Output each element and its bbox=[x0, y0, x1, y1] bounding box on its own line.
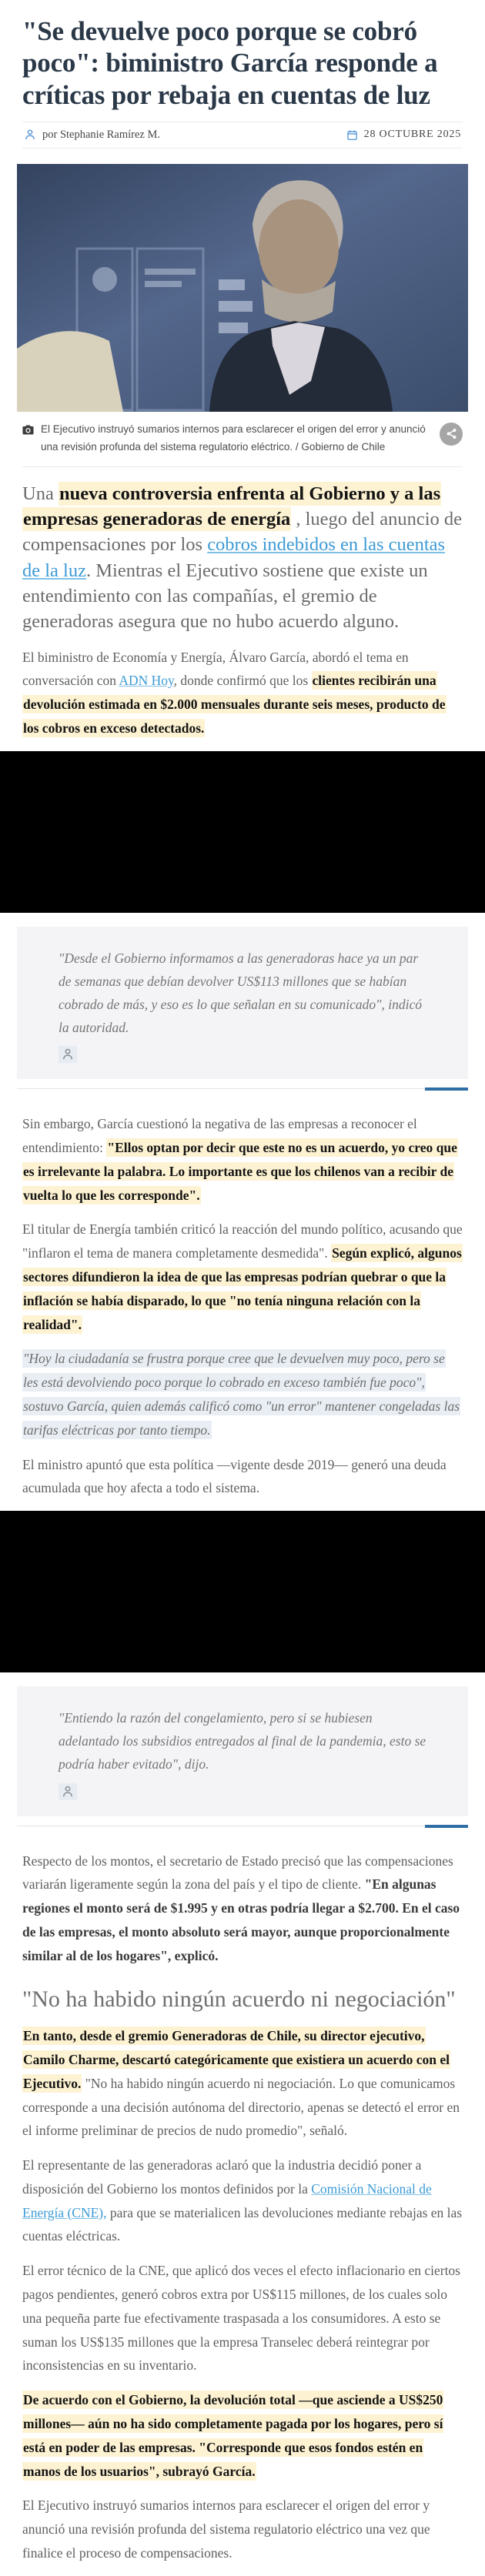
body-text: para que se materialicen las devoluciones mediante rebajas en las cuentas eléctricas. bbox=[22, 2204, 463, 2244]
article-paragraph bbox=[22, 2388, 463, 2483]
date-text: 28 OCTUBRE 2025 bbox=[363, 129, 461, 141]
pull-quote bbox=[22, 1347, 463, 1442]
body-text: El biministro de Economía y Energía, Álvaro García, abordó el tema en conversación con bbox=[22, 649, 409, 689]
quote-divider bbox=[17, 1088, 468, 1092]
person-icon bbox=[24, 129, 36, 141]
body-text: Sin embargo, García cuestionó la negativa de las empresas a reconocer el entendimiento: bbox=[22, 1116, 417, 1156]
quote-divider-accent bbox=[425, 1088, 468, 1091]
photo-caption: El Ejecutivo instruyó sumarios internos para esclarecer el origen del error y anunció una revisión profunda del sistema regulatorio eléctrico. / Gobierno de Chile bbox=[41, 423, 426, 453]
share-button[interactable] bbox=[440, 423, 463, 446]
bold-text: "En algunas regiones el monto será de $1.995 y en otras podría llegar a $2.700. En el caso de las empresas, el monto absoluto será mayor, aunque proporcionalmente similar al de los hogares", explicó. bbox=[22, 1876, 460, 1963]
author-byline[interactable] bbox=[24, 129, 160, 142]
body-text: El titular de Energía también criticó la reacción del mundo político, acusando que "inflaron el tema de manera completamente desmedida". bbox=[22, 1221, 463, 1261]
article-paragraph bbox=[22, 2259, 463, 2377]
body-text: "No ha habido ningún acuerdo ni negociación. Lo que comunicamos corresponde a una decisión autónoma del directorio, apenas se detectó el error en el informe preliminar de precios de nudo promedio", señaló. bbox=[22, 2075, 460, 2139]
byline-bar bbox=[22, 122, 463, 149]
quote-box bbox=[17, 927, 468, 1079]
highlighted-text: nueva controversia enfrenta al Gobierno y a las empresas generadoras de energía bbox=[23, 483, 441, 530]
quote-text bbox=[59, 1706, 434, 1776]
body-text: "Entiendo la razón del congelamiento, pero si se hubiesen adelantado los subsidios entregados al final de la pandemia, esto se podría haber evitado", dijo. bbox=[59, 1710, 426, 1772]
inline-link[interactable]: Comisión Nacional de Energía (CNE), bbox=[22, 2180, 432, 2220]
section-heading: "No ha habido ningún acuerdo ni negociación" bbox=[22, 1986, 456, 2012]
inline-link[interactable]: cobros indebidos en las cuentas de la luz bbox=[22, 534, 446, 581]
publish-date bbox=[346, 129, 461, 141]
article-paragraph bbox=[22, 1112, 463, 1207]
body-text: . Mientras el Ejecutivo sostiene que existe un entendimiento con las compañías, el gremio de generadoras asegura que no hubo acuerdo alguno. bbox=[22, 560, 428, 633]
highlighted-text: En tanto, desde el gremio Generadoras de Chile, su director ejecutivo, Camilo Charme, descartó categóricamente que existiera un acuerdo con el Ejecutivo. bbox=[23, 2028, 450, 2091]
highlighted-text: "Ellos optan por decir que este no es un acuerdo, yo creo que es irrelevante la palabra. Lo importante es que los chilenos van a recibir de vuelta lo que les corresponde". bbox=[23, 1140, 457, 1203]
blockquote-block bbox=[17, 1686, 468, 1829]
article-paragraph bbox=[22, 1849, 463, 1968]
inline-link[interactable]: ADN Hoy bbox=[119, 673, 174, 689]
photo-caption-bar bbox=[22, 421, 463, 467]
author-name: por Stephanie Ramírez M. bbox=[42, 128, 161, 141]
body-text: El error técnico de la CNE, que aplicó dos veces el efecto inflacionario en ciertos pagos pendientes, generó cobros extra por US$115 millones, de los cuales solo una pequeña parte fue efectivamente traspasada a los consumidores. A esto se suman los US$135 millones que la empresa Transelec deberá reintegrar por inconsistencias en su inventario. bbox=[22, 2263, 460, 2374]
article-paragraph bbox=[22, 2024, 463, 2143]
person-icon bbox=[59, 1783, 77, 1800]
blockquote-block bbox=[17, 927, 468, 1092]
body-text: Respecto de los montos, el secretario de Estado precisó que las compensaciones variarán ligeramente según la zona del país y el tipo de cliente. bbox=[22, 1853, 453, 1893]
article-paragraph bbox=[22, 646, 463, 740]
body-text: "Desde el Gobierno informamos a las generadoras hace ya un par de semanas que debían devolver US$113 millones que se habían cobrado de más, y eso es lo que señalan en su comunicado", indicó la autoridad. bbox=[59, 950, 422, 1036]
quote-box bbox=[17, 1686, 468, 1816]
media-embed[interactable] bbox=[0, 751, 485, 913]
article-body bbox=[22, 467, 463, 2565]
article-paragraph bbox=[22, 2494, 463, 2564]
camera-icon bbox=[22, 423, 34, 441]
body-text: El Ejecutivo instruyó sumarios internos para esclarecer el origen del error y anunció una revisión profunda del sistema regulatorio eléctrico una vez que finalice el proceso de compensaciones. bbox=[22, 2497, 430, 2561]
article-photo bbox=[17, 164, 468, 412]
article-paragraph bbox=[22, 1453, 463, 1501]
quote-divider-accent bbox=[425, 1825, 468, 1828]
person-icon bbox=[59, 1046, 77, 1063]
article-paragraph bbox=[22, 2153, 463, 2248]
highlighted-text: clientes recibirán una devolución estimada en $2.000 mensuales durante seis meses, producto de los cobros en exceso detectados. bbox=[23, 673, 446, 737]
body-text: , luego del anuncio de compensaciones por los bbox=[22, 509, 463, 556]
body-text: El ministro apuntó que esta política —vigente desde 2019— generó una deuda acumulada que hoy afecta a todo el sistema. bbox=[22, 1456, 447, 1496]
photo-illustration bbox=[17, 164, 468, 412]
news-article bbox=[0, 15, 485, 2565]
quote-divider bbox=[17, 1826, 468, 1829]
body-text: El representante de las generadoras aclaró que la industria decidió poner a disposición del Gobierno los montos definidos por la bbox=[22, 2157, 422, 2197]
quote-highlight-text: "Hoy la ciudadanía se frustra porque cree que le devuelven muy poco, pero se les está devolviendo poco porque lo cobrado en exceso también fue poco", sostuvo García, quien además calificó como "un error" mantener congeladas las tarifas eléctricas por tanto tiempo. bbox=[23, 1351, 460, 1438]
article-paragraph bbox=[22, 1218, 463, 1336]
highlighted-text: De acuerdo con el Gobierno, la devolución total —que asciende a US$250 millones— aún no ha sido completamente pagada por los hogares, pero sí está en poder de las empresas. "Corresponde que esos fondos estén en manos de los usuarios", subrayó García. bbox=[23, 2392, 443, 2479]
lead-paragraph bbox=[22, 481, 463, 635]
body-text: Una bbox=[22, 483, 59, 504]
calendar-icon bbox=[346, 129, 358, 141]
highlighted-text: Según explicó, algunos sectores difundieron la idea de que las empresas podrían quebrar o que la inflación se había disparado, lo que "no tenía ninguna relación con la realidad". bbox=[23, 1245, 462, 1332]
article-title: "Se devuelve poco porque se cobró poco": biministro García responde a críticas por rebaja en cuentas de luz bbox=[22, 16, 438, 110]
quote-text bbox=[59, 947, 434, 1039]
body-text: , donde confirmó que los bbox=[173, 673, 312, 689]
media-embed[interactable] bbox=[0, 1511, 485, 1672]
